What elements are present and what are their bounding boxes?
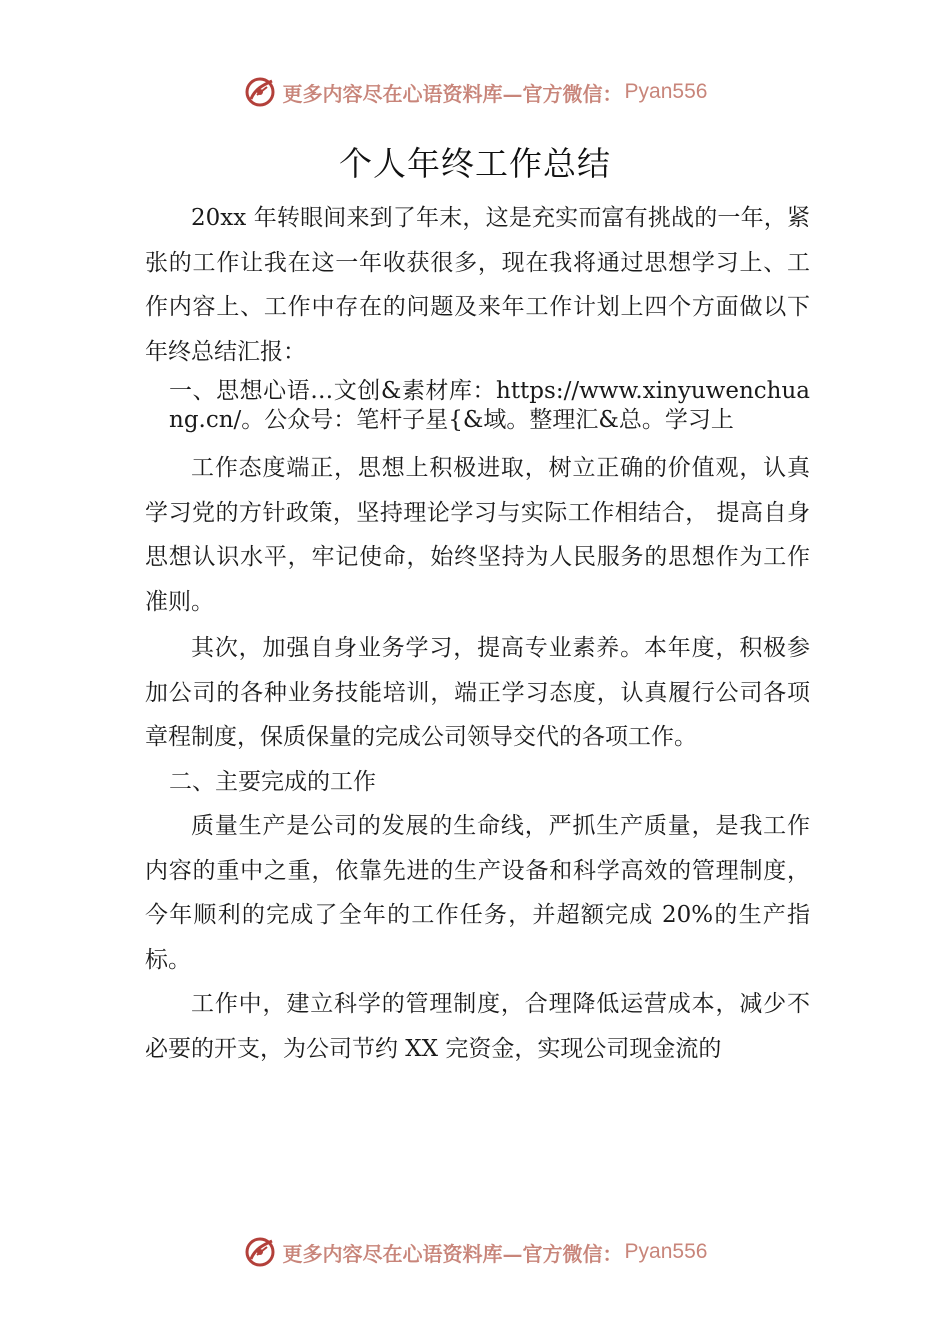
paragraph: 其次，加强自身业务学习，提高专业素养。本年度，积极参加公司的各种业务技能培训，端正学习态度，认真履行公司各项章程制度，保质保量的完成公司领导交代的各项工作。 bbox=[145, 635, 810, 750]
section-heading-2: 二、主要完成的工作 bbox=[169, 768, 376, 795]
logo-icon bbox=[243, 75, 277, 109]
banner-text: 更多内容尽在心语资料库—官方微信： bbox=[282, 1241, 623, 1266]
banner-wechat-id: Pyan556 bbox=[624, 80, 708, 103]
footer-banner bbox=[0, 1232, 950, 1272]
logo-icon bbox=[243, 1235, 277, 1269]
paragraph: 质量生产是公司的发展的生命线，严抓生产质量，是我工作内容的重中之重，依靠先进的生产设备和科学高效的管理制度，今年顺利的完成了全年的工作任务，并超额完成 20%的生产指标。 bbox=[145, 813, 810, 973]
document-title: 个人年终工作总结 bbox=[339, 144, 611, 183]
section-heading-1: 一、思想心语…文创&素材库：https://www.xinyuwenchuang.cn/。公众号：笔杆子星{&域。整理汇&总。学习上 bbox=[169, 378, 810, 433]
banner-text: 更多内容尽在心语资料库—官方微信： bbox=[282, 81, 623, 106]
banner-wechat-id: Pyan556 bbox=[624, 1240, 708, 1263]
header-banner bbox=[0, 72, 950, 112]
document-body bbox=[145, 196, 810, 1071]
paragraph: 工作中，建立科学的管理制度，合理降低运营成本，减少不必要的开支，为公司节约 XX 完资金，实现公司现金流的 bbox=[145, 991, 810, 1062]
paragraph-intro: 20xx 年转眼间来到了年末，这是充实而富有挑战的一年，紧张的工作让我在这一年收获很多，现在我将通过思想学习上、工作内容上、工作中存在的问题及来年工作计划上四个方面做以下年终总结汇报： bbox=[145, 205, 810, 365]
paragraph: 工作态度端正，思想上积极进取，树立正确的价值观，认真学习党的方针政策，坚持理论学习与实际工作相结合， 提高自身思想认识水平，牢记使命，始终坚持为人民服务的思想作为工作准则。 bbox=[145, 455, 810, 615]
